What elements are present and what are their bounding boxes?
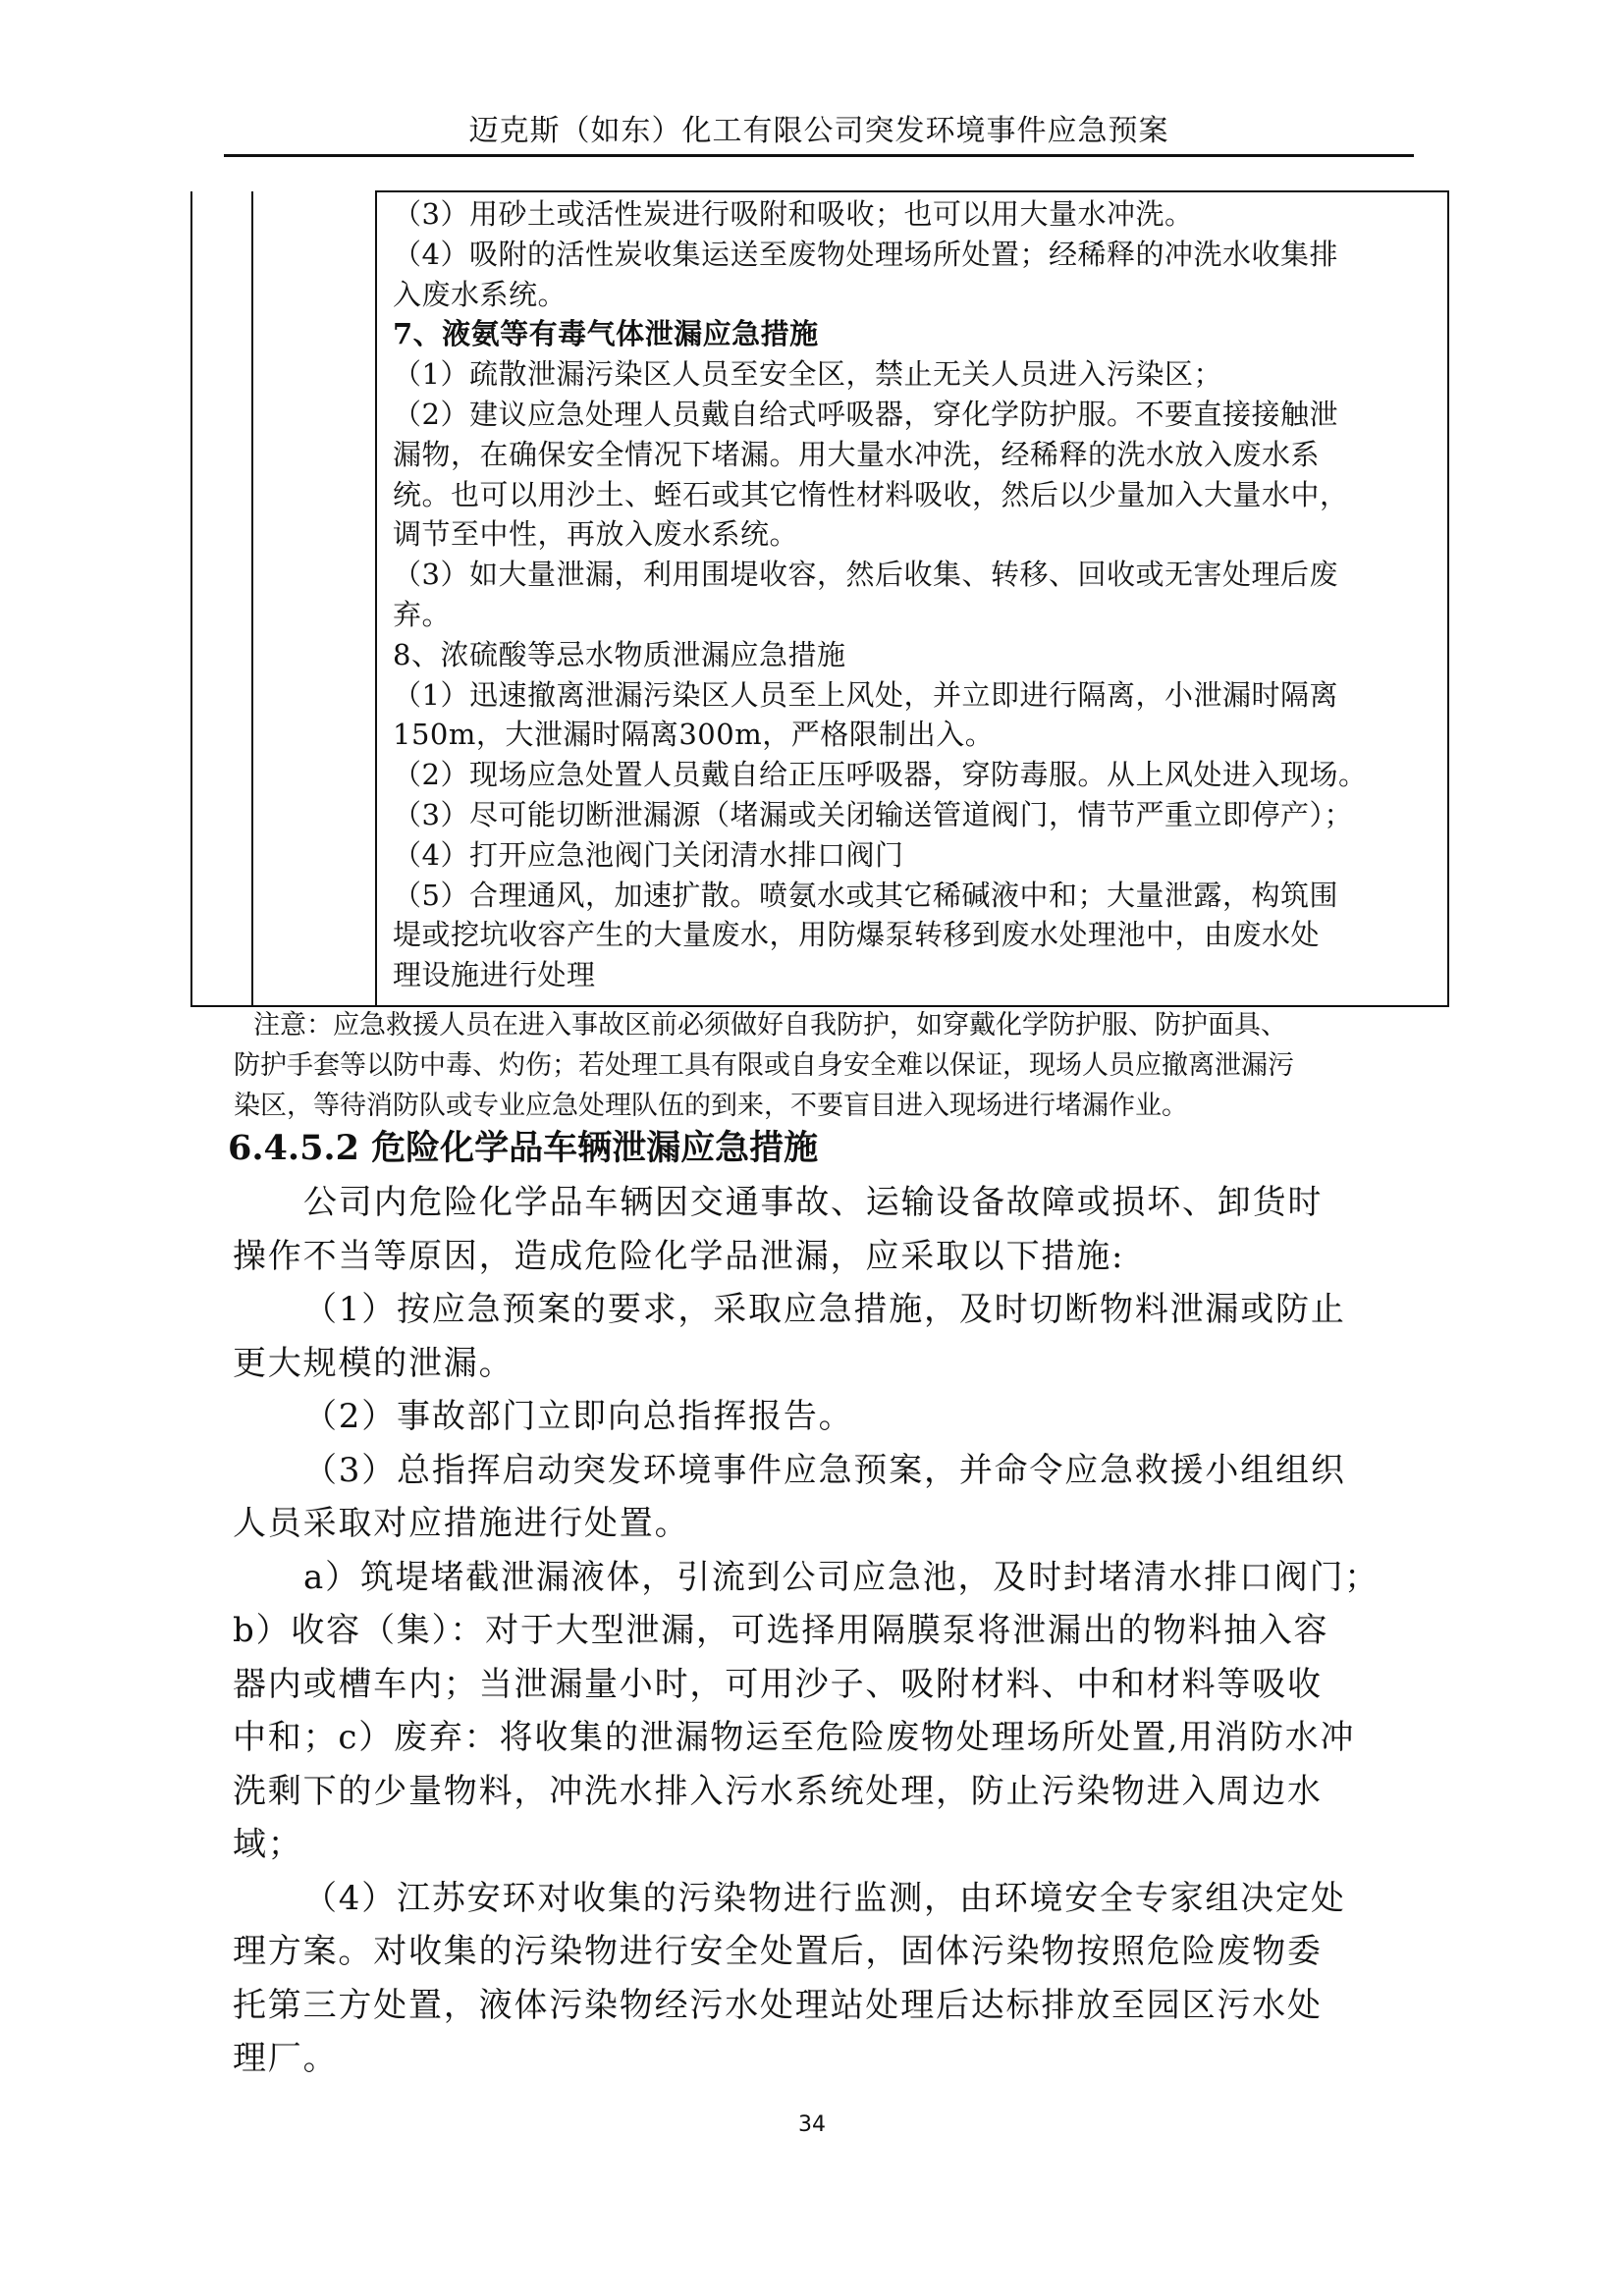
table-text-line: （3）用砂土或活性炭进行吸附和吸收；也可以用大量水冲洗。 xyxy=(393,197,1194,231)
table-text-line: 8、浓硫酸等忌水物质泄漏应急措施 xyxy=(393,637,846,671)
body-paragraph-line: 更大规模的泄漏。 xyxy=(233,1343,514,1383)
table-text-line: 理设施进行处理 xyxy=(393,958,596,992)
body-paragraph-line: 中和；c）废弃：将收集的泄漏物运至危险废物处理场所处置,用消防水冲 xyxy=(233,1718,1356,1757)
body-paragraph-line: （1）按应急预案的要求，采取应急措施，及时切断物料泄漏或防止 xyxy=(303,1290,1346,1329)
page-number: 34 xyxy=(798,2112,826,2137)
body-paragraph-line: a）筑堤堵截泄漏液体，引流到公司应急池，及时封堵清水排口阀门； xyxy=(303,1557,1380,1597)
table-text-line: 入废水系统。 xyxy=(393,277,568,311)
body-paragraph-line: （2）事故部门立即向总指挥报告。 xyxy=(303,1397,854,1436)
body-paragraph-line: 洗剩下的少量物料，冲洗水排入污水系统处理，防止污染物进入周边水 xyxy=(233,1771,1323,1811)
body-paragraph-line: 操作不当等原因，造成危险化学品泄漏，应采取以下措施: xyxy=(233,1236,1125,1276)
body-paragraph-line: （4）江苏安环对收集的污染物进行监测，由环境安全专家组决定处 xyxy=(303,1878,1346,1918)
body-paragraph-line: 人员采取对应措施进行处置。 xyxy=(233,1504,690,1543)
page-header-title: 迈克斯（如东）化工有限公司突发环境事件应急预案 xyxy=(468,114,1169,148)
body-paragraph-line: （3）总指挥启动突发环境事件应急预案，并命令应急救援小组组织 xyxy=(303,1450,1346,1490)
body-paragraph-line: 理厂。 xyxy=(233,2039,339,2078)
section-title: 6.4.5.2 危险化学品车辆泄漏应急措施 xyxy=(228,1128,819,1168)
table-text-line: 150m，大泄漏时隔离300m，严格限制出入。 xyxy=(393,718,995,752)
body-paragraph-line: 域； xyxy=(233,1825,303,1864)
safety-note xyxy=(234,1005,1451,1126)
table-text-line: （1）迅速撤离泄漏污染区人员至上风处，并立即进行隔离，小泄漏时隔离 xyxy=(393,677,1338,712)
table-row xyxy=(191,191,1448,1006)
note-line: 注意：应急救援人员在进入事故区前必须做好自我防护，如穿戴化学防护服、防护面具、 xyxy=(253,1010,1287,1041)
header-rule xyxy=(224,154,1414,157)
note-line: 染区，等待消防队或专业应急处理队伍的到来，不要盲目进入现场进行堵漏作业。 xyxy=(234,1091,1188,1121)
table-text-line: 漏物，在确保安全情况下堵漏。用大量水冲洗，经稀释的洗水放入废水系 xyxy=(393,437,1321,471)
body-paragraph-line: 托第三方处置，液体污染物经污水处理站处理后达标排放至园区污水处 xyxy=(233,1985,1323,2025)
body-paragraph-line: 理方案。对收集的污染物进行安全处置后，固体污染物按照危险废物委 xyxy=(233,1932,1323,1971)
table-text-line: （2）现场应急处置人员戴自给正压呼吸器，穿防毒服。从上风处进入现场。 xyxy=(393,758,1368,792)
table-text-line: （2）建议应急处理人员戴自给式呼吸器，穿化学防护服。不要直接接触泄 xyxy=(393,397,1338,431)
table-text-line: （4）吸附的活性炭收集运送至废物处理场所处置；经稀释的冲洗水收集排 xyxy=(393,237,1338,271)
body-text xyxy=(233,1176,1440,2086)
note-line: 防护手套等以防中毒、灼伤；若处理工具有限或自身安全难以保证，现场人员应撤离泄漏污 xyxy=(234,1050,1294,1081)
table-text-line: （5）合理通风，加速扩散。喷氨水或其它稀碱液中和；大量泄露，构筑围 xyxy=(393,878,1338,912)
body-paragraph-line: 公司内危险化学品车辆因交通事故、运输设备故障或损坏、卸货时 xyxy=(303,1183,1324,1222)
table-text-line: 调节至中性，再放入废水系统。 xyxy=(393,517,799,552)
table-cell-blank-1 xyxy=(191,191,252,1006)
table-text-line: 统。也可以用沙土、蛭石或其它惰性材料吸收，然后以少量加入大量水中， xyxy=(393,477,1349,511)
table-text-line: （3）如大量泄漏，利用围堤收容，然后收集、转移、回收或无害处理后废 xyxy=(393,558,1338,592)
table-text-line: 弃。 xyxy=(393,597,452,631)
table-text-line: （4）打开应急池阀门关闭清水排口阀门 xyxy=(393,837,904,872)
table-text-line: （1）疏散泄漏污染区人员至安全区，禁止无关人员进入污染区； xyxy=(393,357,1222,392)
table-cell-content xyxy=(376,191,1448,1006)
body-paragraph-line: 器内或槽车内；当泄漏量小时，可用沙子、吸附材料、中和材料等吸收 xyxy=(233,1664,1323,1704)
table-text-line: 堤或挖坑收容产生的大量废水，用防爆泵转移到废水处理池中，由废水处 xyxy=(393,918,1321,952)
table-text-line: （3）尽可能切断泄漏源（堵漏或关闭输送管道阀门，情节严重立即停产）； xyxy=(393,797,1353,831)
table-text-line: 7、液氨等有毒气体泄漏应急措施 xyxy=(393,317,819,351)
body-paragraph-line: b）收容（集）：对于大型泄漏，可选择用隔膜泵将泄漏出的物料抽入容 xyxy=(233,1611,1329,1650)
measures-table xyxy=(190,190,1449,1007)
table-cell-blank-2 xyxy=(252,191,376,1006)
